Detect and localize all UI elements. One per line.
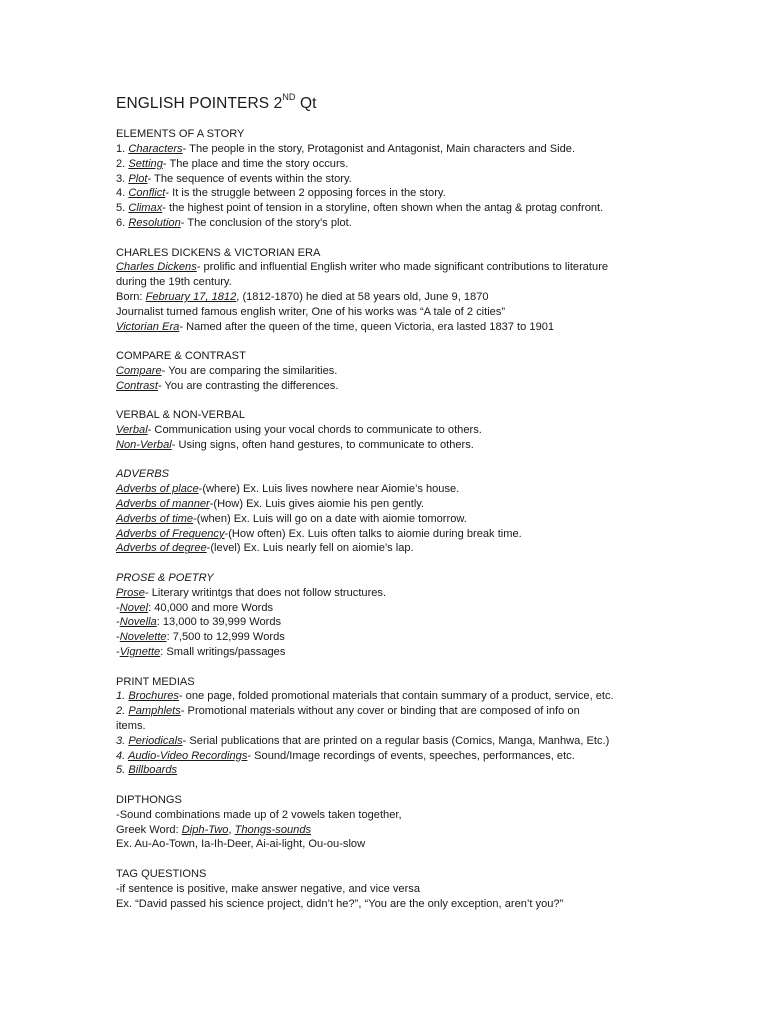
text-segment: during the 19th century. (116, 276, 232, 289)
text-line (116, 527, 676, 542)
text-segment: , (1812-1870) he died at 58 years old, June 9, 1870 (236, 290, 489, 303)
text-segment: -(How often) Ex. Luis often talks to aiomie during break time. (224, 527, 522, 540)
term: Thongs-sounds (234, 823, 312, 836)
section-heading (116, 675, 676, 690)
text-line (116, 216, 676, 231)
text-segment: - prolific and influential English writer who made significant contributions to literature (196, 261, 609, 274)
term: Diph-Two (181, 823, 229, 836)
text-segment: -(when) Ex. Luis will go on a date with aiomie tomorrow. (193, 512, 467, 525)
section-heading (116, 793, 676, 808)
text-line (116, 172, 676, 187)
text-segment: - Named after the queen of the time, queen Victoria, era lasted 1837 to 1901 (179, 320, 555, 333)
term: Climax (128, 202, 163, 215)
term: Audio-Video Recordings (127, 749, 248, 762)
text-segment: : 13,000 to 39,999 Words (156, 616, 282, 629)
term: Adverbs of Frequency (116, 527, 225, 540)
term: Brochures (128, 690, 179, 703)
text-segment: Ex. “David passed his science project, didn’t he?”, “You are the only exception, aren’t you?” (116, 897, 564, 910)
text-segment: - Using signs, often hand gestures, to communicate to others. (171, 438, 474, 451)
text-line (116, 512, 676, 527)
text-segment: Born: (116, 290, 146, 303)
text-line (116, 601, 676, 616)
text-segment: - You are contrasting the differences. (157, 379, 339, 392)
text-segment: : 40,000 and more Words (148, 601, 274, 614)
term: Pamphlets (128, 705, 181, 718)
text-line (116, 541, 676, 556)
text-segment: Ex. Au-Ao-Town, Ia-Ih-Deer, Ai-ai-light, Ou-ou-slow (116, 838, 366, 851)
text-segment: , (228, 823, 235, 836)
term: Novel (119, 601, 149, 614)
text-segment: -(level) Ex. Luis nearly fell on aiomie’s lap. (206, 542, 414, 555)
section (116, 127, 676, 231)
text-segment: 2. (116, 157, 129, 170)
text-segment: 5. (116, 764, 129, 777)
text-line (116, 275, 676, 290)
text-segment: - (116, 601, 120, 614)
text-line (116, 734, 676, 749)
text-line (116, 364, 676, 379)
text-segment: PRINT MEDIAS (116, 675, 195, 688)
term: Charles Dickens (116, 261, 197, 274)
text-line (116, 882, 676, 897)
term: Adverbs of degree (116, 542, 207, 555)
text-segment: Greek Word: (116, 823, 182, 836)
document-page (116, 88, 676, 926)
text-segment: -if sentence is positive, make answer negative, and vice versa (116, 882, 420, 895)
text-line (116, 186, 676, 201)
section (116, 467, 676, 556)
term: Plot (128, 172, 148, 185)
text-segment: - Serial publications that are printed on a regular basis (Comics, Manga, Manhwa, Etc.) (182, 734, 610, 747)
text-segment: items. (116, 720, 146, 733)
text-segment: 1. (116, 690, 129, 703)
text-segment: : 7,500 to 12,999 Words (166, 631, 285, 644)
text-line (116, 704, 676, 719)
text-segment: - The sequence of events within the story. (147, 172, 352, 185)
text-segment: 2. (116, 705, 129, 718)
text-segment: ELEMENTS OF A STORY (116, 128, 245, 141)
text-segment: - (116, 616, 120, 629)
text-line (116, 201, 676, 216)
section (116, 246, 676, 335)
term: Adverbs of manner (116, 498, 210, 511)
term: Novelette (119, 631, 167, 644)
document-body (116, 127, 676, 911)
section-heading (116, 467, 676, 482)
text-line (116, 823, 676, 838)
text-segment: -(where) Ex. Luis lives nowhere near Aiomie’s house. (198, 483, 460, 496)
text-line (116, 689, 676, 704)
text-segment: 3. (116, 734, 129, 747)
text-line (116, 482, 676, 497)
text-line (116, 497, 676, 512)
term: Adverbs of place (116, 483, 199, 496)
text-line (116, 305, 676, 320)
term: Contrast (116, 379, 158, 392)
term: Non-Verbal (116, 438, 172, 451)
section (116, 793, 676, 852)
text-segment: - Promotional materials without any cover or binding that are composed of info on (180, 705, 580, 718)
text-segment: VERBAL & NON-VERBAL (116, 409, 246, 422)
section-heading (116, 408, 676, 423)
text-line (116, 379, 676, 394)
text-line (116, 749, 676, 764)
text-segment: 4. (116, 187, 129, 200)
text-line (116, 630, 676, 645)
text-line (116, 320, 676, 335)
text-segment: - The people in the story, Protagonist and Antagonist, Main characters and Side. (182, 142, 576, 155)
section-heading (116, 246, 676, 261)
text-segment: - (116, 646, 120, 659)
text-line (116, 645, 676, 660)
text-segment: : Small writings/passages (160, 646, 286, 659)
text-segment: - The place and time the story occurs. (162, 157, 349, 170)
term: Setting (128, 157, 163, 170)
text-segment: Journalist turned famous english writer, One of his works was “A tale of 2 cities” (116, 305, 506, 318)
text-line (116, 438, 676, 453)
text-segment: COMPARE & CONTRAST (116, 350, 246, 363)
text-segment: - You are comparing the similarities. (161, 364, 338, 377)
section (116, 349, 676, 393)
term: Compare (116, 364, 162, 377)
term: Conflict (128, 187, 166, 200)
text-line (116, 719, 676, 734)
section (116, 571, 676, 660)
text-line (116, 837, 676, 852)
text-segment: - (116, 631, 120, 644)
term: Adverbs of time (116, 512, 194, 525)
text-line (116, 142, 676, 157)
text-line (116, 763, 676, 778)
section-heading (116, 127, 676, 142)
text-segment: 4. (116, 749, 128, 762)
text-segment: 3. (116, 172, 129, 185)
section-heading (116, 349, 676, 364)
text-segment: DIPTHONGS (116, 794, 182, 807)
section (116, 675, 676, 779)
text-line (116, 157, 676, 172)
text-segment: - the highest point of tension in a storyline, often shown when the antag & protag confront. (162, 202, 604, 215)
text-line (116, 423, 676, 438)
text-segment: - Literary writintgs that does not follow structures. (144, 586, 387, 599)
term: Prose (116, 586, 145, 599)
term: Billboards (128, 764, 178, 777)
text-segment: - It is the struggle between 2 opposing forces in the story. (165, 187, 446, 200)
term: Verbal (116, 424, 148, 437)
text-segment: CHARLES DICKENS & VICTORIAN ERA (116, 246, 321, 259)
section-heading (116, 867, 676, 882)
text-segment: PROSE & POETRY (116, 572, 214, 585)
text-line (116, 615, 676, 630)
term: February 17, 1812 (145, 290, 237, 303)
text-line (116, 897, 676, 912)
section (116, 408, 676, 452)
section-heading (116, 571, 676, 586)
title-main: ENGLISH POINTERS 2 (116, 95, 283, 113)
text-segment: ADVERBS (116, 468, 170, 481)
text-segment: - Communication using your vocal chords to communicate to others. (147, 424, 482, 437)
term: Victorian Era (116, 320, 180, 333)
text-segment: 5. (116, 202, 129, 215)
term: Vignette (119, 646, 161, 659)
text-line (116, 290, 676, 305)
title-superscript: ND (282, 92, 296, 102)
title-tail: Qt (295, 95, 317, 113)
document-title (116, 88, 676, 115)
text-line (116, 808, 676, 823)
text-line (116, 586, 676, 601)
text-line (116, 260, 676, 275)
text-segment: - one page, folded promotional materials that contain summary of a product, service, etc. (178, 690, 614, 703)
term: Resolution (128, 216, 181, 229)
text-segment: -(How) Ex. Luis gives aiomie his pen gently. (209, 498, 425, 511)
text-segment: - The conclusion of the story’s plot. (180, 216, 352, 229)
text-segment: 1. (116, 142, 129, 155)
term: Characters (128, 142, 183, 155)
text-segment: TAG QUESTIONS (116, 868, 207, 880)
term: Periodicals (128, 734, 183, 747)
text-segment: - Sound/Image recordings of events, speeches, performances, etc. (247, 749, 575, 762)
text-segment: 6. (116, 216, 129, 229)
text-segment: -Sound combinations made up of 2 vowels taken together, (116, 808, 402, 821)
section (116, 867, 676, 911)
term: Novella (119, 616, 157, 629)
